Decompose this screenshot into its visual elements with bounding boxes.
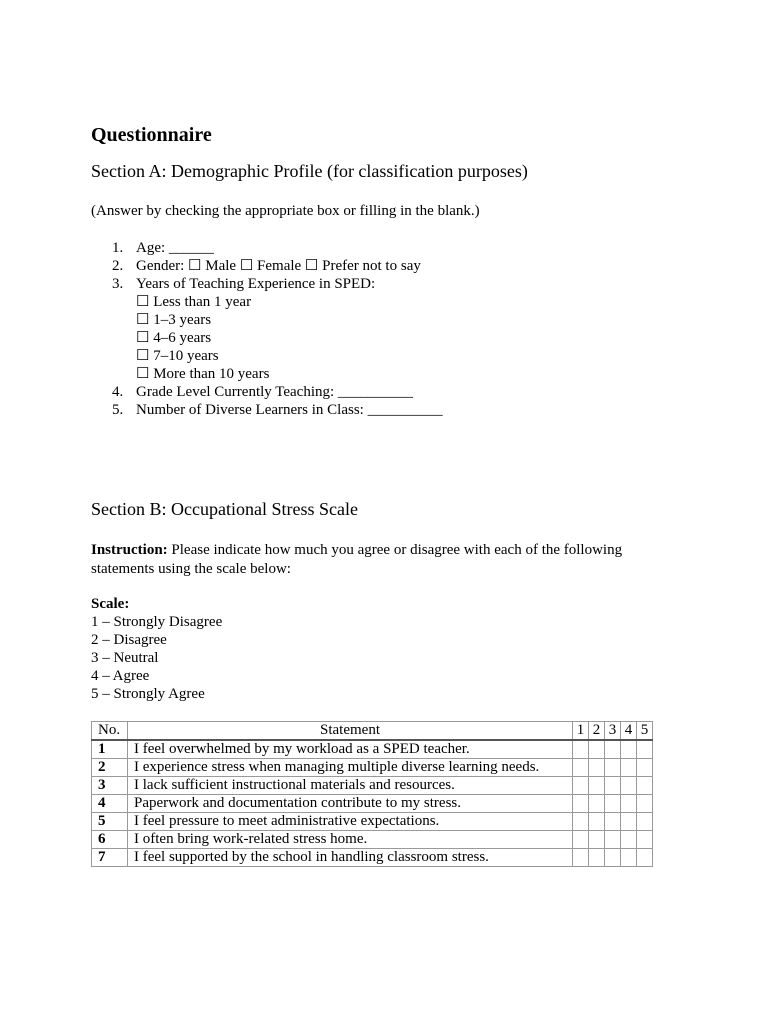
table-row [92, 740, 653, 759]
row-number: 3 [92, 777, 128, 795]
list-item-diverse-learners [91, 401, 443, 419]
rating-cell-1[interactable] [573, 740, 589, 759]
rating-cell-5[interactable] [637, 740, 653, 759]
rating-cell-4[interactable] [621, 740, 637, 759]
rating-cell-3[interactable] [605, 795, 621, 813]
rating-cell-4[interactable] [621, 795, 637, 813]
rating-cell-1[interactable] [573, 813, 589, 831]
item-text: Years of Teaching Experience in SPED: [136, 276, 376, 292]
rating-cell-5[interactable] [637, 813, 653, 831]
table-row [92, 759, 653, 777]
section-a-heading: Section A: Demographic Profile (for classification purposes) [91, 161, 528, 181]
instruction-label: Instruction: [91, 542, 168, 558]
header-statement: Statement [128, 722, 573, 741]
rating-cell-4[interactable] [621, 777, 637, 795]
item-number: 3. [112, 276, 124, 292]
header-scale-5: 5 [637, 722, 653, 741]
rating-cell-3[interactable] [605, 777, 621, 795]
option-4-6-years[interactable]: ☐ 4–6 years [136, 330, 212, 346]
scale-item-4: 4 – Agree [91, 668, 150, 684]
list-item-gender [91, 257, 443, 275]
rating-cell-1[interactable] [573, 795, 589, 813]
row-statement: I feel supported by the school in handling classroom stress. [128, 849, 573, 867]
row-number: 4 [92, 795, 128, 813]
rating-cell-1[interactable] [573, 849, 589, 867]
rating-cell-5[interactable] [637, 759, 653, 777]
list-item-age [91, 239, 443, 257]
list-item-grade-level [91, 383, 443, 401]
rating-cell-2[interactable] [589, 759, 605, 777]
row-number: 2 [92, 759, 128, 777]
rating-cell-2[interactable] [589, 849, 605, 867]
section-b-heading: Section B: Occupational Stress Scale [91, 499, 358, 519]
row-number: 1 [92, 740, 128, 759]
option-more-than-10-years[interactable]: ☐ More than 10 years [136, 366, 270, 382]
header-scale-2: 2 [589, 722, 605, 741]
page-title: Questionnaire [91, 124, 212, 146]
row-number: 6 [92, 831, 128, 849]
scale-item-3: 3 – Neutral [91, 650, 159, 666]
rating-cell-5[interactable] [637, 777, 653, 795]
header-scale-4: 4 [621, 722, 637, 741]
scale-item-5: 5 – Strongly Agree [91, 686, 205, 702]
table-header-row [92, 722, 653, 741]
item-text: Age: ______ [136, 240, 214, 256]
rating-cell-5[interactable] [637, 849, 653, 867]
table-row [92, 813, 653, 831]
row-statement: I experience stress when managing multiple diverse learning needs. [128, 759, 573, 777]
instruction-paragraph [91, 541, 651, 579]
item-number: 2. [112, 258, 124, 274]
table-row [92, 831, 653, 849]
table-row [92, 849, 653, 867]
rating-cell-2[interactable] [589, 777, 605, 795]
rating-cell-4[interactable] [621, 759, 637, 777]
header-scale-1: 1 [573, 722, 589, 741]
rating-cell-3[interactable] [605, 849, 621, 867]
row-statement: I lack sufficient instructional materials and resources. [128, 777, 573, 795]
row-statement: I feel pressure to meet administrative expectations. [128, 813, 573, 831]
rating-cell-3[interactable] [605, 759, 621, 777]
row-statement: Paperwork and documentation contribute to my stress. [128, 795, 573, 813]
option-less-than-1-year[interactable]: ☐ Less than 1 year [136, 294, 252, 310]
rating-cell-1[interactable] [573, 777, 589, 795]
item-number: 1. [112, 240, 124, 256]
scale-label: Scale: [91, 596, 130, 612]
scale-item-1: 1 – Strongly Disagree [91, 614, 223, 630]
stress-scale-table [91, 721, 653, 867]
scale-item-2: 2 – Disagree [91, 632, 167, 648]
rating-cell-2[interactable] [589, 813, 605, 831]
rating-cell-1[interactable] [573, 831, 589, 849]
rating-cell-2[interactable] [589, 831, 605, 849]
rating-cell-4[interactable] [621, 813, 637, 831]
item-number: 5. [112, 402, 124, 418]
item-text: Gender: ☐ Male ☐ Female ☐ Prefer not to say [136, 258, 421, 274]
list-item-experience [91, 275, 443, 383]
instruction-text: Please indicate how much you agree or disagree with each of the following statements using the scale below: [91, 542, 623, 577]
answer-note: (Answer by checking the appropriate box or filling in the blank.) [91, 203, 480, 219]
rating-cell-4[interactable] [621, 849, 637, 867]
item-text: Number of Diverse Learners in Class: __________ [136, 402, 443, 418]
option-1-3-years[interactable]: ☐ 1–3 years [136, 312, 212, 328]
rating-cell-3[interactable] [605, 740, 621, 759]
rating-cell-2[interactable] [589, 740, 605, 759]
rating-cell-5[interactable] [637, 795, 653, 813]
header-no: No. [92, 722, 128, 741]
row-statement: I feel overwhelmed by my workload as a SPED teacher. [128, 740, 573, 759]
row-number: 7 [92, 849, 128, 867]
rating-cell-1[interactable] [573, 759, 589, 777]
rating-cell-3[interactable] [605, 813, 621, 831]
item-text: Grade Level Currently Teaching: __________ [136, 384, 413, 400]
rating-cell-3[interactable] [605, 831, 621, 849]
row-statement: I often bring work-related stress home. [128, 831, 573, 849]
rating-cell-2[interactable] [589, 795, 605, 813]
item-number: 4. [112, 384, 124, 400]
rating-cell-5[interactable] [637, 831, 653, 849]
rating-cell-4[interactable] [621, 831, 637, 849]
table-row [92, 795, 653, 813]
option-7-10-years[interactable]: ☐ 7–10 years [136, 348, 219, 364]
table-row [92, 777, 653, 795]
row-number: 5 [92, 813, 128, 831]
demographic-list [91, 239, 443, 419]
scale-legend [91, 595, 222, 703]
header-scale-3: 3 [605, 722, 621, 741]
